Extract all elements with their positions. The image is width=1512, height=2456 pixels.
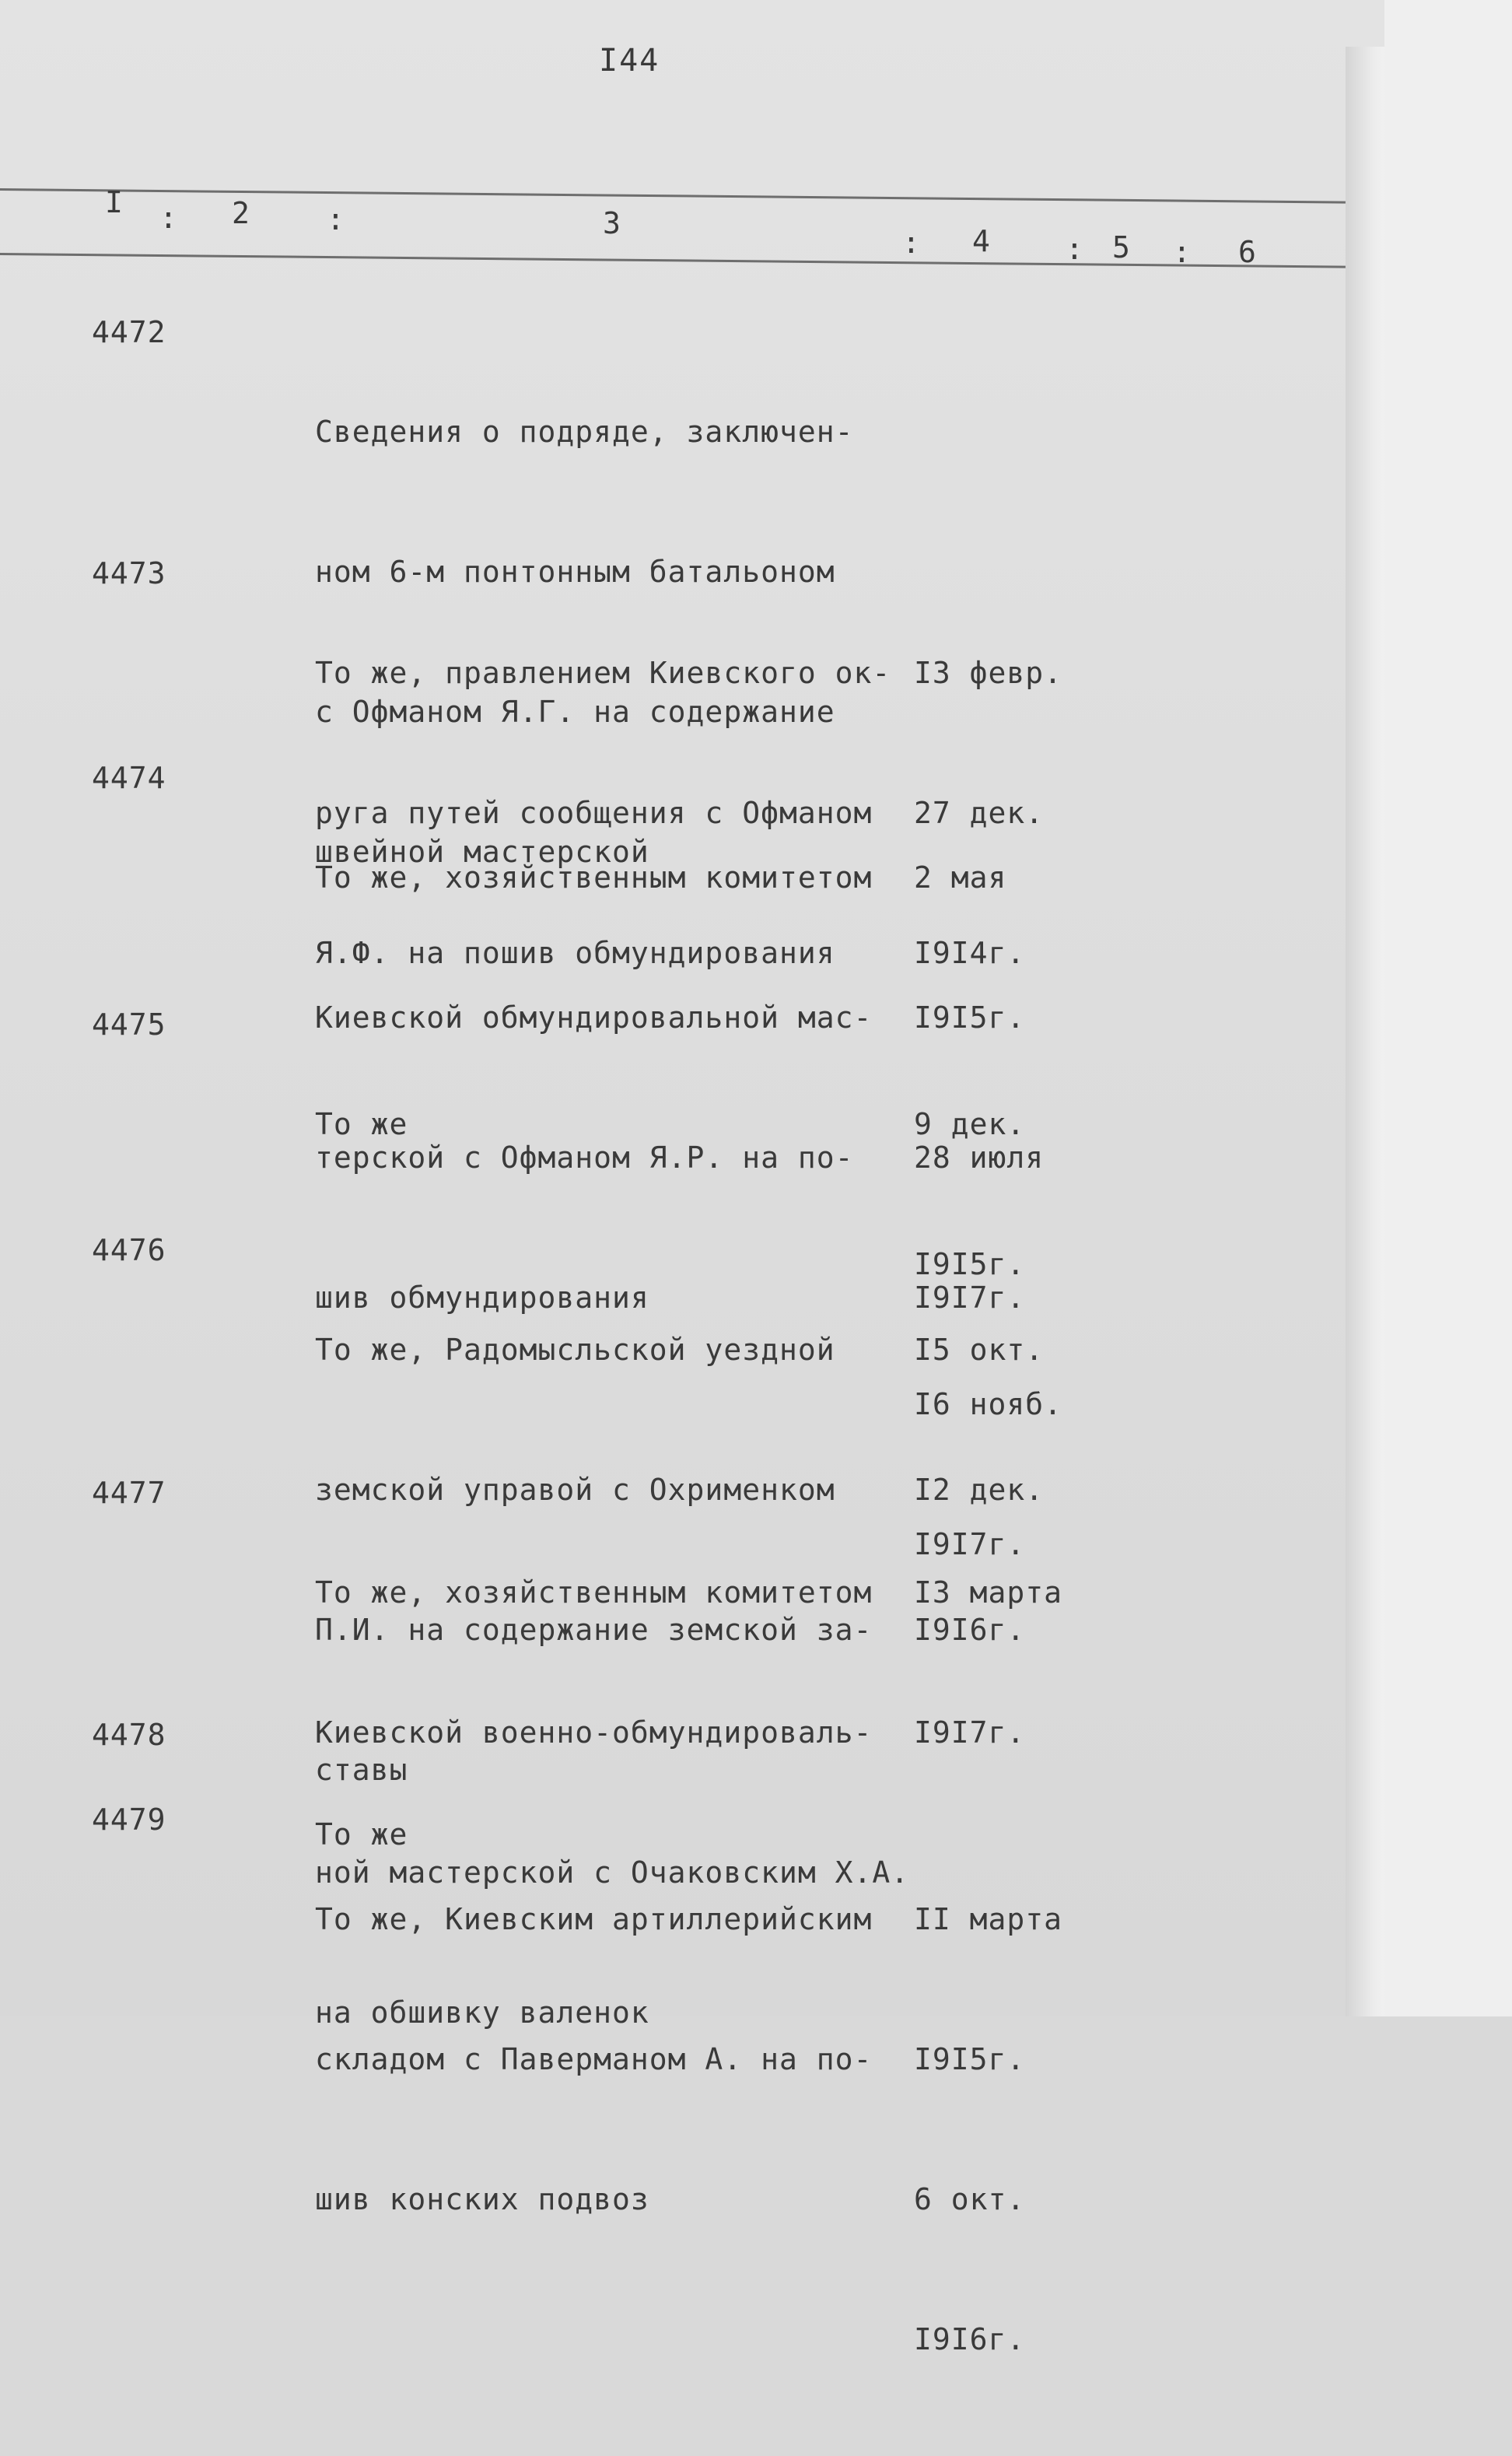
page-number: I44 [599, 43, 660, 79]
description-line: Сведения о подряде, заключен- [315, 415, 854, 449]
date-line: I9I7г. [914, 1281, 1026, 1315]
description-line: на обшивку валенок [315, 1995, 649, 2030]
description-line: с Офманом Я.Г. на содержание [315, 695, 835, 729]
entry-number: 4479 [92, 1803, 166, 1837]
background-surface [1384, 0, 1512, 2016]
description-line: ной мастерской с Очаковским Х.А. [315, 1855, 910, 1890]
date-line: 27 дек. [914, 796, 1045, 830]
date-line: I9I5г. [914, 1247, 1026, 1281]
description-line: ном 6-м понтонным батальоном [315, 555, 835, 589]
date-line: I9I6г. [914, 2322, 1026, 2356]
description-line: То же [315, 1107, 408, 1141]
description-line: Киевской обмундировальной мас- [315, 1000, 873, 1035]
date-line: I2 дек. [914, 1473, 1045, 1507]
column-header-separator: : [1173, 235, 1191, 269]
entry-number: 4474 [92, 761, 166, 795]
column-header-4: 4 [972, 224, 990, 258]
entry-description [315, 1007, 408, 1241]
entry-dates [914, 1476, 1062, 1849]
date-line: I6 нояб. [914, 1387, 1063, 1421]
entry-number: 4472 [92, 315, 166, 349]
description-line: То же, хозяйственным комитетом [315, 860, 873, 895]
description-line: ставы [315, 1753, 408, 1787]
date-line: I9I4г. [914, 936, 1026, 970]
column-header-separator: : [327, 202, 345, 236]
description-line: То же, Радомысльской уездной [315, 1333, 835, 1367]
entry-number: 4473 [92, 556, 166, 590]
column-header-separator: : [1066, 232, 1083, 266]
date-line: I9I5г. [914, 1000, 1026, 1035]
date-line: I3 февр. [914, 656, 1063, 690]
date-line: 6 окт. [914, 2182, 1026, 2216]
date-line: 2 мая [914, 860, 1007, 895]
entry-number: 4475 [92, 1007, 166, 1042]
description-line: складом с Паверманом А. на по- [315, 2042, 873, 2076]
description-line: П.И. на содержание земской за- [315, 1613, 873, 1647]
entry-number: 4478 [92, 1718, 166, 1752]
column-header-3: 3 [603, 206, 621, 240]
description-line: То же [315, 1817, 408, 1852]
description-line: швейной мастерской [315, 835, 649, 869]
date-line: I9I7г. [914, 1715, 1026, 1750]
entry-number: 4476 [92, 1233, 166, 1267]
date-line: II марта [914, 1902, 1063, 1936]
entry-dates [914, 1803, 1062, 2456]
column-header-5: 5 [1112, 230, 1130, 265]
date-line: I3 марта [914, 1575, 1063, 1610]
date-line: I9I6г. [914, 1613, 1026, 1647]
description-line: То же, хозяйственным комитетом [315, 1575, 873, 1610]
date-line: I9I7г. [914, 1527, 1026, 1561]
column-header-separator: : [902, 226, 920, 260]
description-line: шив обмундирования [315, 1281, 649, 1315]
description-line: шив конских подвоз [315, 2182, 649, 2216]
description-line: руга путей сообщения с Офманом [315, 796, 873, 830]
date-line: I5 окт. [914, 1333, 1045, 1367]
entry-number: 4477 [92, 1476, 166, 1510]
description-line: терской с Офманом Я.Р. на по- [315, 1140, 854, 1175]
date-line: 28 июля [914, 1140, 1045, 1175]
description-line: То же, правлением Киевского ок- [315, 656, 891, 690]
description-line: Киевской военно-обмундироваль- [315, 1715, 873, 1750]
date-line: 9 дек. [914, 1107, 1026, 1141]
column-header-1: I [105, 185, 123, 219]
description-line: Я.Ф. на пошив обмундирования [315, 936, 835, 970]
column-header-6: 6 [1238, 235, 1256, 269]
entry-description [315, 1803, 872, 2316]
description-line: земской управой с Охрименком [315, 1473, 835, 1507]
column-header-2: 2 [232, 196, 250, 230]
date-line: I9I5г. [914, 2042, 1026, 2076]
description-line: То же, Киевским артиллерийским [315, 1902, 873, 1936]
column-header-separator: : [159, 201, 177, 235]
